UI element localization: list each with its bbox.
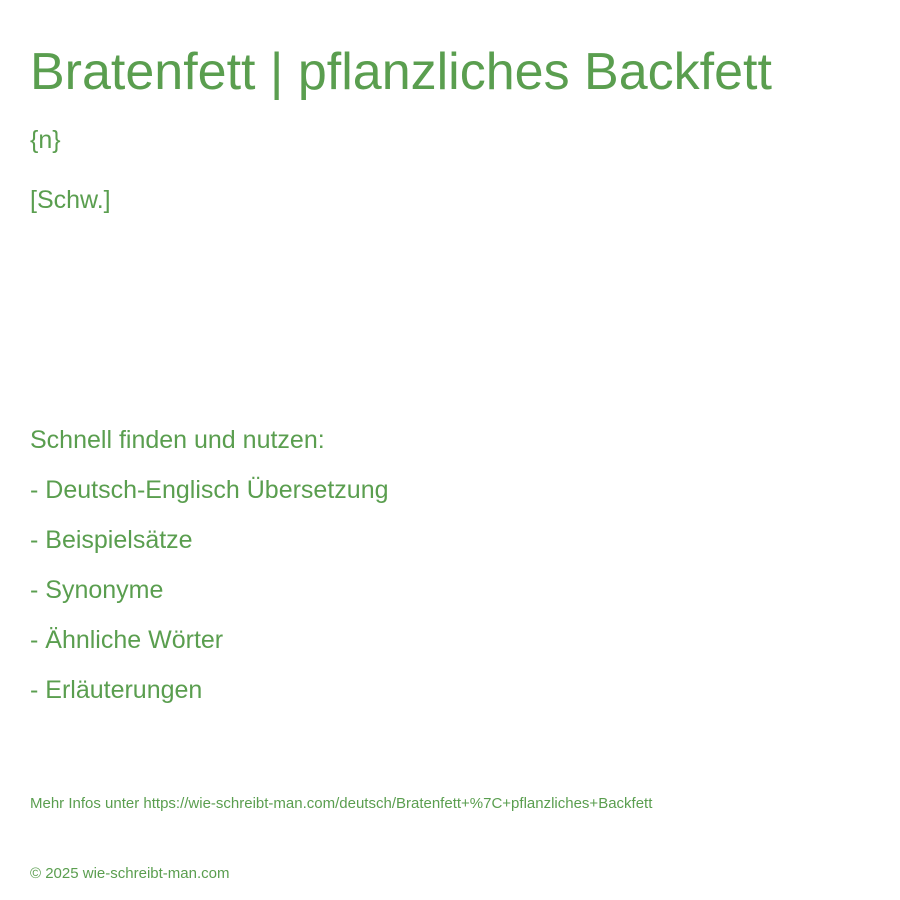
feature-item-explanations: - Erläuterungen — [30, 676, 203, 704]
feature-item-synonyms: - Synonyme — [30, 576, 164, 604]
feature-item-example-sentences: - Beispielsätze — [30, 526, 193, 554]
more-info-link: Mehr Infos unter https://wie-schreibt-man.com/deutsch/Bratenfett+%7C+pflanzliches+Backfett — [30, 795, 653, 812]
entry-title: Bratenfett | pflanzliches Backfett — [30, 43, 772, 101]
feature-item-translation: - Deutsch-Englisch Übersetzung — [30, 476, 389, 504]
region-label: [Schw.] — [30, 186, 111, 214]
grammatical-gender: {n} — [30, 126, 61, 154]
copyright-notice: © 2025 wie-schreibt-man.com — [30, 865, 230, 882]
feature-item-similar-words: - Ähnliche Wörter — [30, 626, 224, 654]
features-heading: Schnell finden und nutzen: — [30, 426, 325, 454]
features-list — [30, 424, 389, 724]
entry-card — [30, 0, 870, 900]
